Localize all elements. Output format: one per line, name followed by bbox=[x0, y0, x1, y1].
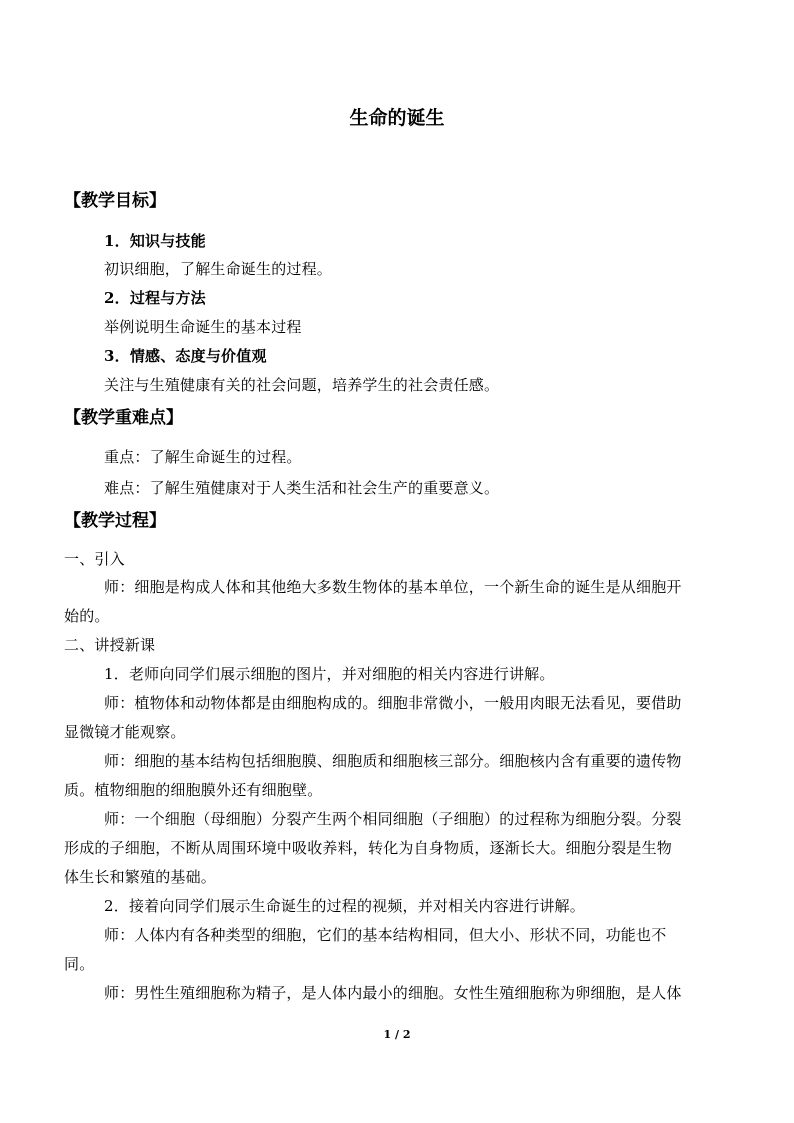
process-part2-p3-line1: 师：一个细胞（母细胞）分裂产生两个相同细胞（子细胞）的过程称为细胞分裂。分裂 bbox=[104, 810, 682, 828]
process-part1-title: 一、引入 bbox=[64, 550, 125, 568]
process-part2-step1: 1．老师向同学们展示细胞的图片，并对细胞的相关内容进行讲解。 bbox=[104, 665, 555, 683]
section-heading-objectives: 【教学目标】 bbox=[64, 191, 166, 211]
process-part2-p4-line1: 师：人体内有各种类型的细胞，它们的基本结构相同，但大小、形状不同，功能也不 bbox=[104, 926, 667, 944]
process-part2-p2-line1: 师：细胞的基本结构包括细胞膜、细胞质和细胞核三部分。细胞核内含有重要的遗传物 bbox=[104, 752, 682, 770]
process-part2-p2-line2: 质。植物细胞的细胞膜外还有细胞壁。 bbox=[64, 781, 323, 799]
process-part2-step2: 2．接着向同学们展示生命诞生的过程的视频，并对相关内容进行讲解。 bbox=[104, 897, 585, 915]
objective-title-process: 2．过程与方法 bbox=[104, 289, 206, 307]
process-part1-para-line2: 始的。 bbox=[64, 607, 110, 625]
document-title: 生命的诞生 bbox=[349, 107, 445, 129]
objective-text-process: 举例说明生命诞生的基本过程 bbox=[104, 318, 302, 336]
process-part2-p5-line1: 师：男性生殖细胞称为精子，是人体内最小的细胞。女性生殖细胞称为卵细胞，是人体 bbox=[104, 984, 682, 1002]
objective-title-emotion: 3．情感、态度与价值观 bbox=[104, 347, 267, 365]
objective-text-knowledge: 初识细胞，了解生命诞生的过程。 bbox=[104, 260, 333, 278]
key-point-focus: 重点：了解生命诞生的过程。 bbox=[104, 448, 302, 466]
section-heading-key-points: 【教学重难点】 bbox=[64, 408, 183, 428]
section-heading-process: 【教学过程】 bbox=[64, 511, 166, 531]
objective-text-emotion: 关注与生殖健康有关的社会问题，培养学生的社会责任感。 bbox=[104, 376, 500, 394]
objective-title-knowledge: 1．知识与技能 bbox=[104, 232, 206, 250]
process-part1-para-line1: 师：细胞是构成人体和其他绝大多数生物体的基本单位，一个新生命的诞生是从细胞开 bbox=[104, 578, 682, 596]
process-part2-p1-line2: 显微镜才能观察。 bbox=[64, 723, 186, 741]
process-part2-title: 二、讲授新课 bbox=[64, 636, 156, 654]
key-point-difficulty: 难点：了解生殖健康对于人类生活和社会生产的重要意义。 bbox=[104, 479, 500, 497]
process-part2-p3-line3: 体生长和繁殖的基础。 bbox=[64, 868, 217, 886]
page-number: 1 / 2 bbox=[383, 1028, 411, 1041]
process-part2-p3-line2: 形成的子细胞，不断从周围环境中吸收养料，转化为自身物质，逐渐长大。细胞分裂是生物 bbox=[64, 839, 673, 857]
process-part2-p4-line2: 同。 bbox=[64, 955, 95, 973]
process-part2-p1-line1: 师：植物体和动物体都是由细胞构成的。细胞非常微小，一般用肉眼无法看见，要借助 bbox=[104, 694, 682, 712]
